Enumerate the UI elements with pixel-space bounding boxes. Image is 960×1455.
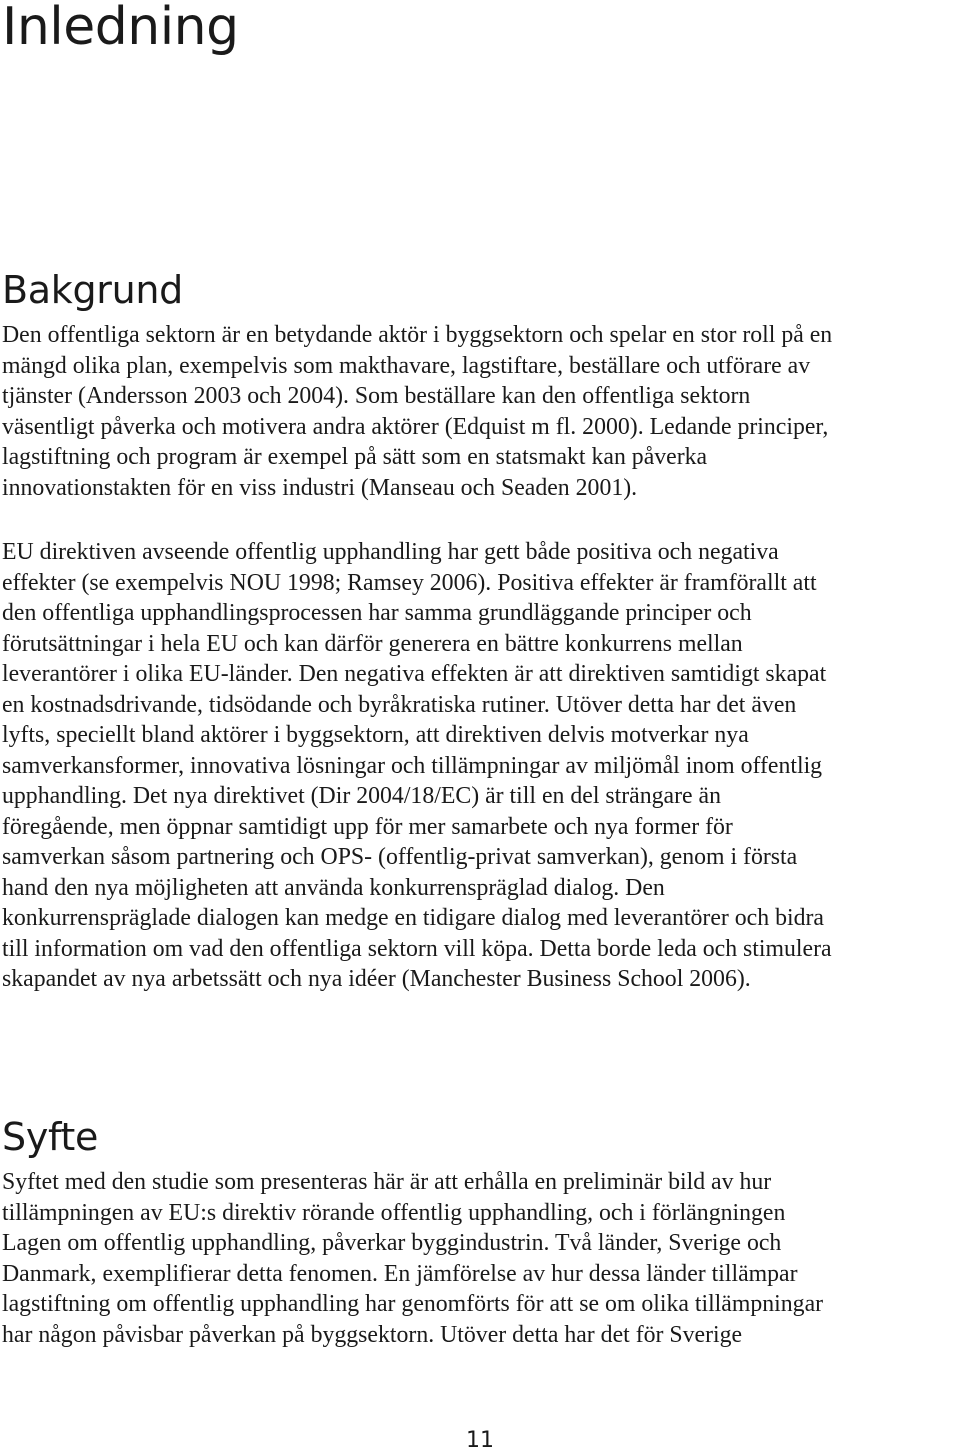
- text-line: tillämpningen av EU:s direktiv rörande offentlig upphandling, och i förlängningen: [2, 1199, 786, 1226]
- text-line: förutsättningar i hela EU och kan därför generera en bättre konkurrens mellan: [2, 630, 743, 657]
- text-line: skapandet av nya arbetssätt och nya idéer (Manchester Business School 2006).: [2, 966, 751, 992]
- text-line: Den offentliga sektorn är en betydande aktör i byggsektorn och spelar en stor roll på en: [2, 322, 833, 348]
- text-line: har någon påvisbar påverkan på byggsektorn. Utöver detta har det för Sverige: [2, 1321, 743, 1348]
- text-line: samverkansformer, innovativa lösningar och tillämpningar av miljömål inom offentlig: [2, 752, 823, 779]
- section-heading-bakgrund: Bakgrund: [2, 268, 183, 312]
- text-line: effekter (se exempelvis NOU 1998; Ramsey 2006). Positiva effekter är framförallt att: [2, 569, 817, 596]
- text-line: till information om vad den offentliga sektorn vill köpa. Detta borde leda och stimulera: [2, 935, 832, 962]
- paragraph-bakgrund-2: [2, 537, 957, 995]
- page-number: 11: [466, 1428, 494, 1453]
- text-line: lyfts, speciellt bland aktörer i byggsektorn, att direktiven delvis motverkar nya: [2, 722, 749, 748]
- text-line: EU direktiven avseende offentlig upphandling har gett både positiva och negativa: [2, 539, 779, 565]
- text-line: lagstiftning och program är exempel på sätt som en statsmakt kan påverka: [2, 444, 708, 470]
- text-line: föregående, men öppnar samtidigt upp för mer samarbete och nya former för: [2, 813, 733, 840]
- text-line: Lagen om offentlig upphandling, påverkar byggindustrin. Två länder, Sverige och: [2, 1230, 782, 1256]
- text-line: en kostnadsdrivande, tidsödande och byråkratiska rutiner. Utöver detta har det även: [2, 691, 797, 718]
- section-heading-syfte: Syfte: [2, 1115, 99, 1159]
- text-line: innovationstakten för en viss industri (Manseau och Seaden 2001).: [2, 474, 638, 501]
- paragraph-syfte-1: [2, 1167, 957, 1350]
- text-line: upphandling. Det nya direktivet (Dir 2004/18/EC) är till en del strängare än: [2, 783, 721, 809]
- text-line: samverkan såsom partnering och OPS- (offentlig-privat samverkan), genom i första: [2, 844, 798, 870]
- text-line: lagstiftning om offentlig upphandling har genomförts för att se om olika tillämpningar: [2, 1291, 824, 1317]
- page-title: Inledning: [2, 0, 239, 57]
- text-line: den offentliga upphandlingsprocessen har samma grundläggande principer och: [2, 600, 752, 626]
- text-line: konkurrenspräglade dialogen kan medge en tidigare dialog med leverantörer och bidra: [2, 905, 824, 931]
- text-line: hand den nya möjligheten att använda konkurrenspräglad dialog. Den: [2, 874, 665, 901]
- text-line: tjänster (Andersson 2003 och 2004). Som beställare kan den offentliga sektorn: [2, 383, 751, 409]
- text-line: Danmark, exemplifierar detta fenomen. En jämförelse av hur dessa länder tillämpar: [2, 1260, 798, 1287]
- text-line: väsentligt påverka och motivera andra aktörer (Edquist m fl. 2000). Ledande principer,: [2, 413, 829, 440]
- text-line: mängd olika plan, exempelvis som makthavare, lagstiftare, beställare och utförare av: [2, 352, 811, 379]
- text-line: Syftet med den studie som presenteras här är att erhålla en preliminär bild av hur: [2, 1169, 772, 1195]
- paragraph-bakgrund-1: [2, 320, 957, 503]
- text-line: leverantörer i olika EU-länder. Den negativa effekten är att direktiven samtidigt skapat: [2, 661, 827, 687]
